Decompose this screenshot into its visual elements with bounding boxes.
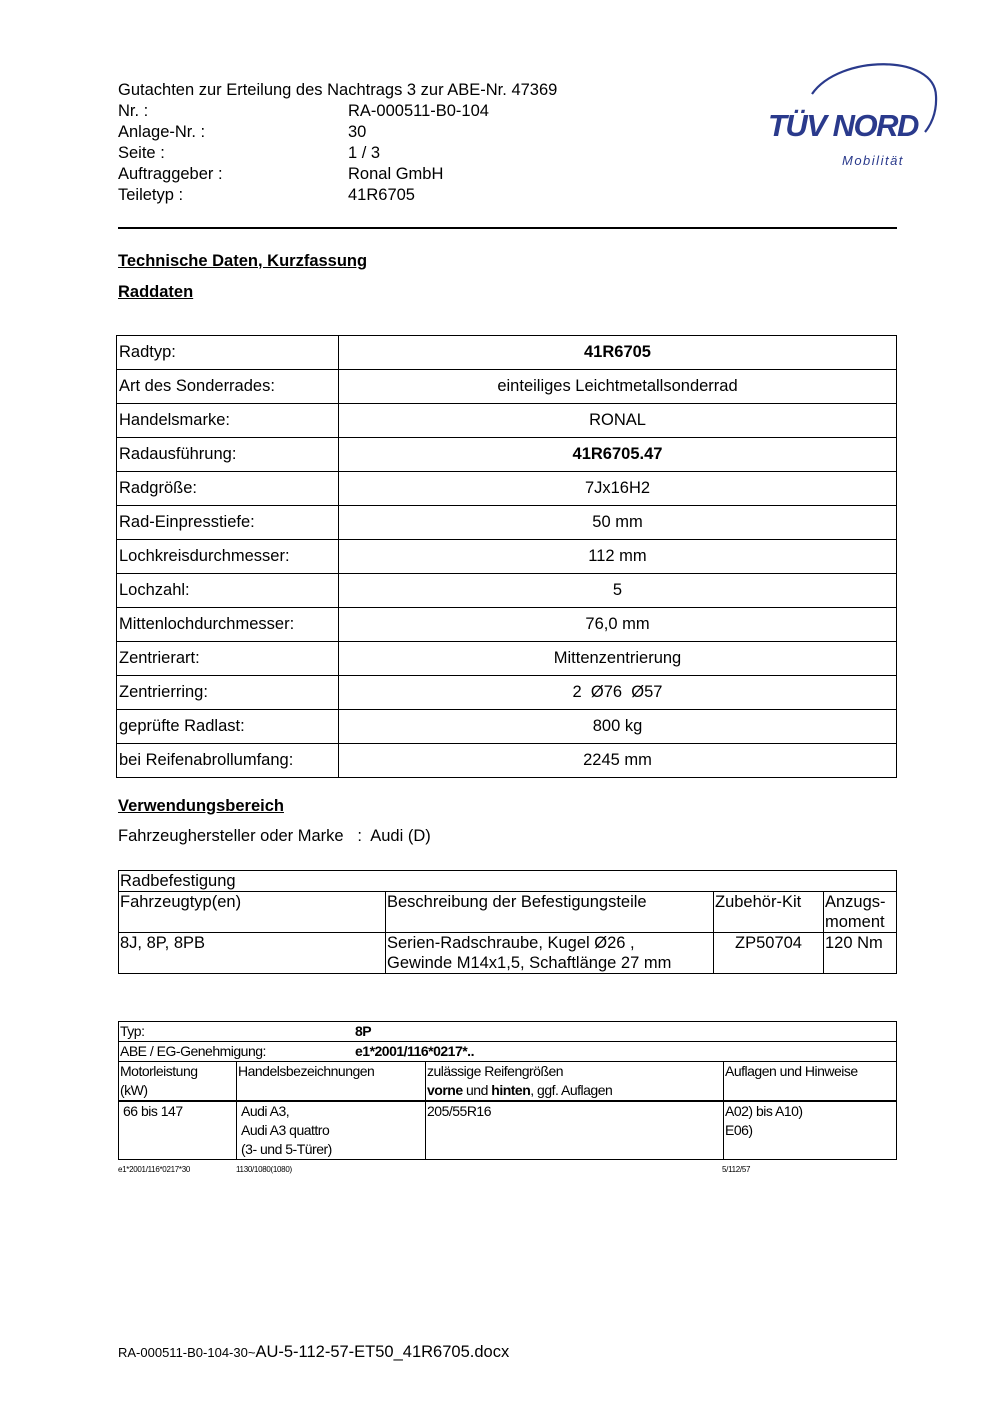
cell-anzugsmoment: 120 Nm <box>824 933 897 974</box>
raddaten-row <box>117 540 897 574</box>
befestigung-header-row <box>119 892 897 933</box>
col-header-motorleistung <box>119 1062 237 1102</box>
abe-row <box>119 1042 897 1062</box>
abe-value: e1*2001/116*0217*.. <box>355 1043 474 1059</box>
raddaten-value: Mittenzentrierung <box>339 642 897 676</box>
section-heading-verwendung: Verwendungsbereich <box>118 797 284 815</box>
footer-prefix: RA-000511-B0-104-30~ <box>118 1345 256 1360</box>
header-label: Anlage-Nr. : <box>118 123 206 141</box>
raddaten-label: Radtyp: <box>117 336 339 370</box>
cell-motorleistung: 66 bis 147 <box>119 1101 237 1160</box>
raddaten-value: 76,0 mm <box>339 608 897 642</box>
tuev-nord-logo <box>760 56 950 176</box>
raddaten-row <box>117 472 897 506</box>
cell-handelsbezeichnungen <box>237 1101 426 1160</box>
section-heading-raddaten: Raddaten <box>118 283 194 301</box>
raddaten-value: 800 kg <box>339 710 897 744</box>
col-header-handelsbezeichnungen: Handelsbezeichnungen <box>237 1062 426 1102</box>
raddaten-row <box>117 642 897 676</box>
section-heading-tech: Technische Daten, Kurzfassung <box>118 252 368 270</box>
raddaten-label: Zentrierring: <box>117 676 339 710</box>
typ-table <box>118 1021 897 1160</box>
handel-line-2: Audi A3 quattro <box>241 1122 330 1138</box>
col-header-anzugsmoment <box>824 892 897 933</box>
header-value: RA-000511-B0-104 <box>348 102 489 120</box>
typ-label: Typ: <box>120 1023 145 1039</box>
befestigung-table <box>118 870 897 974</box>
logo-brand-text: TÜV NORD <box>768 108 918 143</box>
typ-footnote-weights: 1130/1080(1080) <box>236 1165 292 1174</box>
raddaten-row <box>117 574 897 608</box>
raddaten-value: 7Jx16H2 <box>339 472 897 506</box>
typ-cell <box>119 1022 897 1042</box>
cell-beschreibung <box>386 933 714 974</box>
document-title: Gutachten zur Erteilung des Nachtrags 3 zur ABE-Nr. 47369 <box>118 81 558 99</box>
header-field-anlage <box>118 122 557 143</box>
logo-sub-text: Mobilität <box>842 153 904 168</box>
typ-row <box>119 1022 897 1042</box>
raddaten-row <box>117 676 897 710</box>
header-label: Nr. : <box>118 102 149 120</box>
raddaten-value: 112 mm <box>339 540 897 574</box>
raddaten-label: Art des Sonderrades: <box>117 370 339 404</box>
cell-reifengroessen: 205/55R16 <box>426 1101 724 1160</box>
typ-data-row <box>119 1101 897 1160</box>
raddaten-row <box>117 370 897 404</box>
col-header-reifengroessen <box>426 1062 724 1102</box>
cell-fahrzeugtypen: 8J, 8P, 8PB <box>119 933 386 974</box>
col-header-fahrzeugtyp: Fahrzeugtyp(en) <box>119 892 386 933</box>
raddaten-label: geprüfte Radlast: <box>117 710 339 744</box>
raddaten-value: 2245 mm <box>339 744 897 778</box>
auflagen-line-1: A02) bis A10) <box>725 1103 803 1119</box>
raddaten-row <box>117 710 897 744</box>
header-divider <box>118 227 897 229</box>
header-field-teiletyp <box>118 185 557 206</box>
document-header <box>118 80 557 206</box>
typ-header-row <box>119 1062 897 1102</box>
raddaten-row <box>117 506 897 540</box>
typ-footnote-bolt: 5/112/57 <box>722 1165 751 1174</box>
beschreibung-line-1: Serien-Radschraube, Kugel Ø26 , <box>387 934 635 952</box>
header-value: 30 <box>348 123 367 141</box>
raddaten-value: 50 mm <box>339 506 897 540</box>
hersteller-value: Audi (D) <box>370 827 431 845</box>
raddaten-label: Rad-Einpresstiefe: <box>117 506 339 540</box>
abe-cell <box>119 1042 897 1062</box>
header-field-auftraggeber <box>118 164 557 185</box>
reifen-header-line-1: zulässige Reifengrößen <box>427 1063 564 1079</box>
header-label: Teiletyp : <box>118 186 184 204</box>
footer-filename: AU-5-112-57-ET50_41R6705.docx <box>255 1343 510 1361</box>
header-value: 1 / 3 <box>348 144 381 162</box>
header-value: 41R6705 <box>348 186 415 204</box>
raddaten-value: 41R6705 <box>339 336 897 370</box>
raddaten-label: Lochzahl: <box>117 574 339 608</box>
reifen-hinten: hinten <box>491 1082 531 1098</box>
cell-auflagen <box>724 1101 897 1160</box>
hersteller-line <box>118 827 431 846</box>
reifen-rest: , ggf. Auflagen <box>530 1082 613 1098</box>
auflagen-line-2: E06) <box>725 1122 753 1138</box>
col-header-zubehoer: Zubehör-Kit <box>714 892 824 933</box>
page-footer <box>118 1343 509 1362</box>
header-label: Seite : <box>118 144 165 162</box>
raddaten-row <box>117 404 897 438</box>
reifen-vorne: vorne <box>427 1082 463 1098</box>
raddaten-value: einteiliges Leichtmetallsonderrad <box>339 370 897 404</box>
raddaten-value: 2 Ø76 Ø57 <box>339 676 897 710</box>
raddaten-value: 41R6705.47 <box>339 438 897 472</box>
raddaten-label: Mittenlochdurchmesser: <box>117 608 339 642</box>
raddaten-table <box>116 335 897 778</box>
header-label: Auftraggeber : <box>118 165 223 183</box>
anzugs-line-1: Anzugs- <box>825 893 886 911</box>
raddaten-label: Lochkreisdurchmesser: <box>117 540 339 574</box>
motor-header-line-1: Motorleistung <box>120 1063 198 1079</box>
handel-line-3: (3- und 5-Türer) <box>241 1141 332 1157</box>
raddaten-value: 5 <box>339 574 897 608</box>
motor-header-line-2: (kW) <box>120 1082 148 1098</box>
handel-line-1: Audi A3, <box>241 1103 290 1119</box>
raddaten-row <box>117 744 897 778</box>
raddaten-label: Handelsmarke: <box>117 404 339 438</box>
raddaten-row <box>117 336 897 370</box>
reifen-header-line-2 <box>427 1081 722 1100</box>
befestigung-data-row <box>119 933 897 974</box>
raddaten-row <box>117 438 897 472</box>
beschreibung-line-2: Gewinde M14x1,5, Schaftlänge 27 mm <box>387 954 672 972</box>
raddaten-label: Zentrierart: <box>117 642 339 676</box>
col-header-auflagen: Auflagen und Hinweise <box>724 1062 897 1102</box>
header-value: Ronal GmbH <box>348 165 444 183</box>
typ-value: 8P <box>355 1023 372 1039</box>
reifen-und: und <box>462 1082 492 1098</box>
col-header-beschreibung: Beschreibung der Befestigungsteile <box>386 892 714 933</box>
raddaten-label: Radgröße: <box>117 472 339 506</box>
befestigung-title-row <box>119 871 897 892</box>
tuev-nord-logo-graphic <box>760 56 950 176</box>
raddaten-label: bei Reifenabrollumfang: <box>117 744 339 778</box>
abe-label: ABE / EG-Genehmigung: <box>120 1043 266 1059</box>
hersteller-label: Fahrzeughersteller oder Marke <box>118 827 344 845</box>
anzugs-line-2: moment <box>825 913 885 931</box>
befestigung-title: Radbefestigung <box>119 871 897 892</box>
raddaten-label: Radausführung: <box>117 438 339 472</box>
typ-footnote-approval: e1*2001/116*0217*30 <box>118 1165 191 1174</box>
header-field-seite <box>118 143 557 164</box>
raddaten-row <box>117 608 897 642</box>
cell-zubehoer-kit: ZP50704 <box>714 933 824 974</box>
raddaten-table-body <box>117 336 897 778</box>
header-field-nr <box>118 101 557 122</box>
raddaten-value: RONAL <box>339 404 897 438</box>
hersteller-separator: : <box>357 827 362 845</box>
